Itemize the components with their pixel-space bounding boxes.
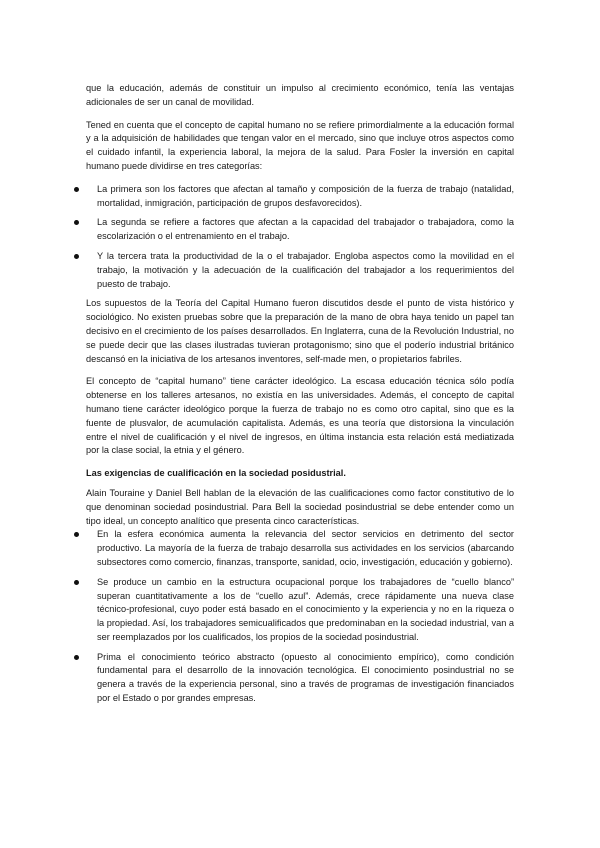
- list-item-text: Se produce un cambio en la estructura ocupacional porque los trabajadores de “cuello blanco” superan cuantitativamente a los de “cuello azul”. Además, crece rápidamente una nueva clase técnico-profesional, cuyo poder está basado en el conocimiento y la experiencia y no en la riqueza o la propiedad. Así, los trabajadores semicualificados que predominaban en la sociedad industrial, van a ser reemplazados por los cualificados, los propios de la sociedad posindustrial.: [97, 576, 514, 642]
- section-heading: Las exigencias de cualificación en la sociedad posidustrial.: [86, 468, 346, 479]
- bullet-icon: [74, 254, 79, 259]
- paragraph-caracter-ideologico: El concepto de “capital humano” tiene carácter ideológico. La escasa educación técnica sólo podía obtenerse en los talleres artesanos, no existía en las universidades. Además, el concepto de capital humano tiene carácter ideológico porque la fuerza de trabajo no es como otro capital, sino que es la fuente de plusvalor, de acumulación capitalista. Además, es una teoría que distorsiona la vinculación entre el nivel de cualificación y el nivel de ingresos, en última instancia esta relación está mediatizada por la clase social, la etnia y el género.: [86, 376, 514, 456]
- list-item: [86, 250, 514, 291]
- bullet-icon: [74, 655, 79, 660]
- list-item: [86, 651, 514, 706]
- bullet-icon: [74, 187, 79, 192]
- paragraph-intro: que la educación, además de constituir un impulso al crecimiento económico, tenía las ventajas adicionales de ser un canal de movilidad.: [86, 83, 514, 107]
- list-item: [86, 216, 514, 244]
- paragraph-capital-humano: Tened en cuenta que el concepto de capital humano no se refiere primordialmente a la educación formal y a la adquisición de habilidades que tengan valor en el mercado, sino que incluye otros aspectos como el cuidado infantil, la experiencia laboral, la mejora de la salud. Para Fosler la inversión en capital humano puede dividirse en tres categorías:: [86, 119, 514, 171]
- paragraph-touraine-bell: Alain Touraine y Daniel Bell hablan de la elevación de las cualificaciones como factor constitutivo de lo que denominan sociedad posindustrial. Para Bell la sociedad posindustrial se debe entender como un tipo ideal, un concepto analítico que presenta cinco características.: [86, 487, 514, 526]
- list-item-text: Y la tercera trata la productividad de la o el trabajador. Engloba aspectos como la movilidad en el trabajo, la motivación y la adecuación de la cualificación del trabajador a los requerimientos del puesto de trabajo.: [97, 250, 514, 289]
- bullet-icon: [74, 532, 79, 537]
- list-item-text: La segunda se refiere a factores que afectan a la capacidad del trabajador o trabajadora, como la escolarización o el entrenamiento en el trabajo.: [97, 217, 514, 242]
- list-item: [86, 528, 514, 569]
- paragraph-supuestos: Los supuestos de la Teoría del Capital Humano fueron discutidos desde el punto de vista histórico y sociológico. No existen pruebas sobre que la preparación de la mano de obra haya tenido un papel tan decisivo en el crecimiento de los países desarrollados. En Inglaterra, cuna de la Revolución Industrial, no se puede decir que las clases ilustradas tuvieran protagonismo; sino que el poderío industrial británico descansó en la iniciativa de los artesanos inventores, self-made men, o propietarios fabriles.: [86, 298, 514, 364]
- list-item: [86, 576, 514, 645]
- list-item-text: Prima el conocimiento teórico abstracto (opuesto al conocimiento empírico), como condición fundamental para el desarrollo de la innovación tecnológica. El conocimiento posindustrial no se genera a través de la experiencia personal, sino a través de programas de investigación financiados por el Estado o por grandes empresas.: [97, 651, 514, 704]
- bullet-icon: [74, 220, 79, 225]
- list-item-text: En la esfera económica aumenta la relevancia del sector servicios en detrimento del sector productivo. La mayoría de la fuerza de trabajo desarrolla sus actividades en los servicios (abarcando subsectores como comercio, finanzas, transporte, sanidad, ocio, investigación, educación y gobierno).: [97, 529, 514, 567]
- bullet-list-caracteristicas: [86, 528, 514, 706]
- bullet-icon: [74, 580, 79, 585]
- list-item-text: La primera son los factores que afectan al tamaño y composición de la fuerza de trabajo (natalidad, mortalidad, inmigración, participación de grupos desfavorecidos).: [97, 183, 514, 208]
- list-item: [86, 183, 514, 211]
- page-body: [86, 82, 514, 712]
- bullet-list-categorias: [86, 183, 514, 292]
